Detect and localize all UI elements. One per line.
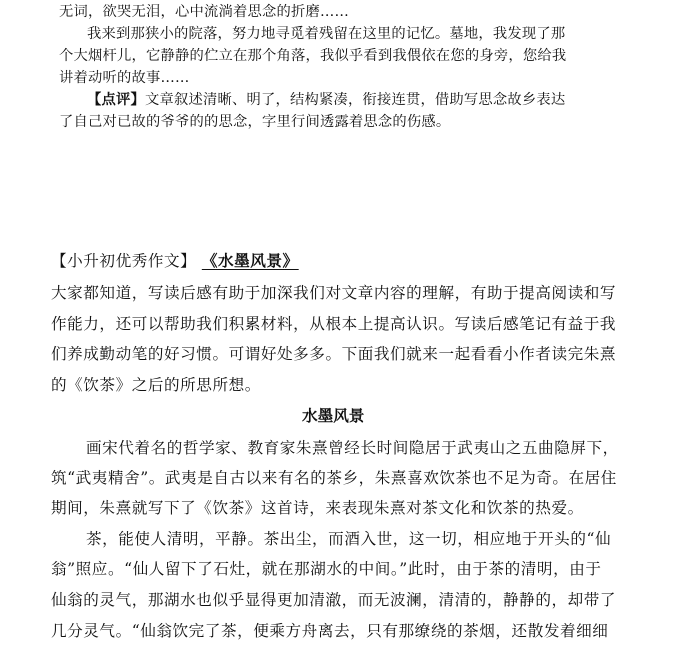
comment-text: 文章叙述清晰、明了，结构紧凑，衔接连贯，借助写思念故乡表达 — [145, 92, 566, 108]
text-line: 我来到那狭小的院落，努力地寻觅着残留在这里的记忆。墓地，我发现了那 — [87, 26, 566, 42]
body-line: 茶，能使人清明，平静。茶出尘，而酒入世，这一切，相应地于开头的“仙 — [86, 530, 612, 548]
article-title-link[interactable]: 《水墨风景》 — [201, 251, 299, 270]
body-line: 翁”照应。“仙人留下了石灶，就在那湖水的中间。”此时，由于茶的清明，由于 — [51, 560, 602, 578]
body-line: 筑“武夷精舍”。武夷是自古以来有名的茶乡，朱熹喜欢饮茶也不足为奇。在居住 — [51, 469, 617, 487]
body-line: 期间，朱熹就写下了《饮茶》这首诗，来表现朱熹对茶文化和饮茶的热爱。 — [51, 499, 584, 517]
text-line: 讲着动听的故事…… — [59, 70, 190, 86]
intro-line: 们养成勤动笔的好习惯。可谓好处多多。下面我们就来一起看看小作者读完朱熹 — [51, 345, 617, 363]
body-line: 仙翁的灵气，那湖水也似乎显得更加清澈，而无波澜，清清的，静静的，却带了 — [51, 591, 617, 609]
body-line: 画宋代着名的哲学家、教育家朱熹曾经长时间隐居于武夷山之五曲隐屏下， — [86, 439, 619, 457]
comment-label: 【点评】 — [87, 92, 145, 108]
comment-line: 了自己对已故的爷爷的的思念，字里行间透露着思念的伤感。 — [59, 114, 451, 130]
text-line: 无词，欲哭无泪，心中流淌着思念的折磨…… — [59, 4, 349, 20]
intro-line: 作能力，还可以帮助我们积累材料，从根本上提高认识。写读后感笔记有益于我 — [51, 315, 617, 333]
intro-line: 的《饮茶》之后的所思所想。 — [51, 376, 261, 394]
article-heading — [51, 249, 299, 271]
category-label: 【小升初优秀作文】 — [51, 252, 197, 270]
intro-line: 大家都知道，写读后感有助于加深我们对文章内容的理解，有助于提高阅读和写 — [51, 284, 617, 302]
comment-line — [87, 89, 565, 109]
essay-title: 水墨风景 — [302, 406, 365, 425]
text-line: 个大烟杆儿，它静静的伫立在那个角落，我似乎看到我偎依在您的身旁，您给我 — [59, 48, 567, 64]
body-line: 几分灵气。“仙翁饮完了茶，便乘方舟离去，只有那缭绕的茶烟，还散发着细细 — [51, 622, 609, 640]
